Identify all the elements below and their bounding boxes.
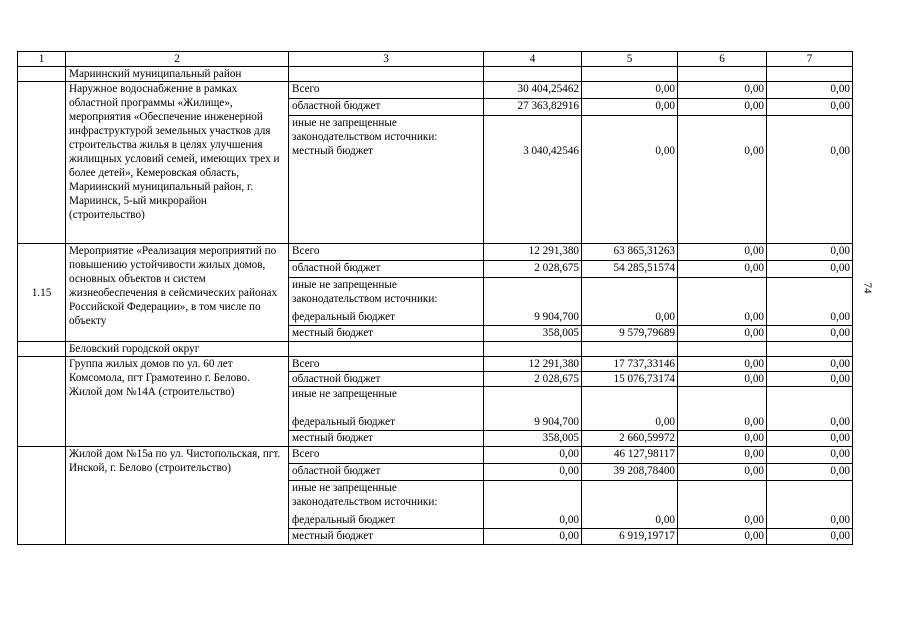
value-cell: 12 291,380 [484,244,582,261]
value-cell: 0,00 [582,513,678,529]
value-cell: 0,00 [582,310,678,326]
funding-label: областной бюджет [289,99,484,116]
funding-label: местный бюджет [289,431,484,447]
item-description: Жилой дом №15а по ул. Чистопольская, пгт. Инской, г. Белово (строительство) [66,447,289,545]
table-row [18,82,853,99]
value-cell: 0,00 [678,372,767,387]
value-cell: 0,00 [767,310,853,326]
section-title: Беловский городской округ [66,342,289,357]
value-cell: 2 028,675 [484,261,582,278]
value-cell: 0,00 [678,529,767,545]
value-cell: 0,00 [582,82,678,99]
table-row [18,447,853,464]
value-cell: 0,00 [678,82,767,99]
section-row [18,342,853,357]
budget-table [17,51,853,545]
value-cell: 0,00 [484,464,582,481]
funding-label: Всего [289,82,484,99]
value-cell: 0,00 [767,415,853,431]
header-row [18,52,853,67]
value-cell: 358,005 [484,326,582,342]
value-cell: 63 865,31263 [582,244,678,261]
table-row [18,357,853,372]
value-cell: 0,00 [582,99,678,116]
value-cell: 0,00 [767,357,853,372]
value-cell: 15 076,73174 [582,372,678,387]
value-cell: 6 919,19717 [582,529,678,545]
value-cell: 358,005 [484,431,582,447]
value-cell: 0,00 [678,244,767,261]
funding-label: иные не запрещенные законодательством источники: [289,481,484,513]
value-cell: 2 028,675 [484,372,582,387]
value-cell: 30 404,25462 [484,82,582,99]
value-cell: 2 660,59972 [582,431,678,447]
funding-label: федеральный бюджет [289,513,484,529]
funding-label: местный бюджет [289,529,484,545]
value-cell: 0,00 [484,513,582,529]
value-cell: 12 291,380 [484,357,582,372]
funding-label: Всего [289,357,484,372]
value-cell: 0,00 [678,326,767,342]
funding-label: Всего [289,447,484,464]
value-cell: 0,00 [767,82,853,99]
value-cell: 0,00 [484,447,582,464]
value-cell: 0,00 [767,326,853,342]
header-cell: 1 [18,52,66,67]
section-title: Мариинский муниципальный район [66,67,289,82]
item-description: Наружное водоснабжение в рамках областной программы «Жилище», мероприятия «Обеспечение инженерной инфраструктурой земельных участков для строительства жилья в целях улучшения жилищных условий семей, имеющих трех и более детей», Кемеровская область, Мариинский муниципальный район, г. Мариинск, 5-ый микрорайон (строительство) [66,82,289,244]
table-row [18,244,853,261]
funding-label: федеральный бюджет [289,310,484,326]
funding-label: Всего [289,244,484,261]
value-cell: 0,00 [767,261,853,278]
value-cell: 9 579,79689 [582,326,678,342]
value-cell: 54 285,51574 [582,261,678,278]
value-cell: 0,00 [767,116,853,244]
value-cell: 0,00 [678,464,767,481]
funding-label: местный бюджет [289,326,484,342]
value-cell: 0,00 [678,447,767,464]
value-cell: 39 208,78400 [582,464,678,481]
value-cell: 0,00 [678,99,767,116]
value-cell: 0,00 [678,310,767,326]
header-cell: 5 [582,52,678,67]
header-cell: 7 [767,52,853,67]
funding-label: иные не запрещенные законодательством источники: местный бюджет [289,116,484,244]
value-cell: 46 127,98117 [582,447,678,464]
value-cell: 17 737,33146 [582,357,678,372]
value-cell: 0,00 [678,431,767,447]
value-cell: 0,00 [767,464,853,481]
value-cell: 3 040,42546 [484,116,582,244]
funding-label: иные не запрещенные [289,387,484,415]
value-cell: 0,00 [678,513,767,529]
value-cell: 9 904,700 [484,415,582,431]
value-cell: 27 363,82916 [484,99,582,116]
funding-label: федеральный бюджет [289,415,484,431]
item-number: 1.15 [18,244,66,342]
value-cell: 0,00 [678,415,767,431]
header-cell: 4 [484,52,582,67]
value-cell: 0,00 [678,116,767,244]
value-cell: 0,00 [678,357,767,372]
page-number: 74 [861,282,874,294]
funding-label: областной бюджет [289,261,484,278]
value-cell: 0,00 [582,116,678,244]
item-description: Группа жилых домов по ул. 60 лет Комсомола, пгт Грамотеино г. Белово. Жилой дом №14А (строительство) [66,357,289,447]
value-cell: 0,00 [678,261,767,278]
value-cell: 0,00 [767,244,853,261]
funding-label: областной бюджет [289,464,484,481]
funding-label: областной бюджет [289,372,484,387]
value-cell: 9 904,700 [484,310,582,326]
value-cell: 0,00 [767,529,853,545]
header-cell: 3 [289,52,484,67]
value-cell: 0,00 [767,447,853,464]
value-cell: 0,00 [582,415,678,431]
item-description: Мероприятие «Реализация мероприятий по повышению устойчивости жилых домов, основных объектов и систем жизнеобеспечения в сейсмических районах Российской Федерации», в том числе по объекту [66,244,289,342]
value-cell: 0,00 [767,99,853,116]
value-cell: 0,00 [767,513,853,529]
value-cell: 0,00 [767,372,853,387]
value-cell: 0,00 [484,529,582,545]
value-cell: 0,00 [767,431,853,447]
header-cell: 6 [678,52,767,67]
funding-label: иные не запрещенные законодательством источники: [289,278,484,310]
section-row [18,67,853,82]
header-cell: 2 [66,52,289,67]
